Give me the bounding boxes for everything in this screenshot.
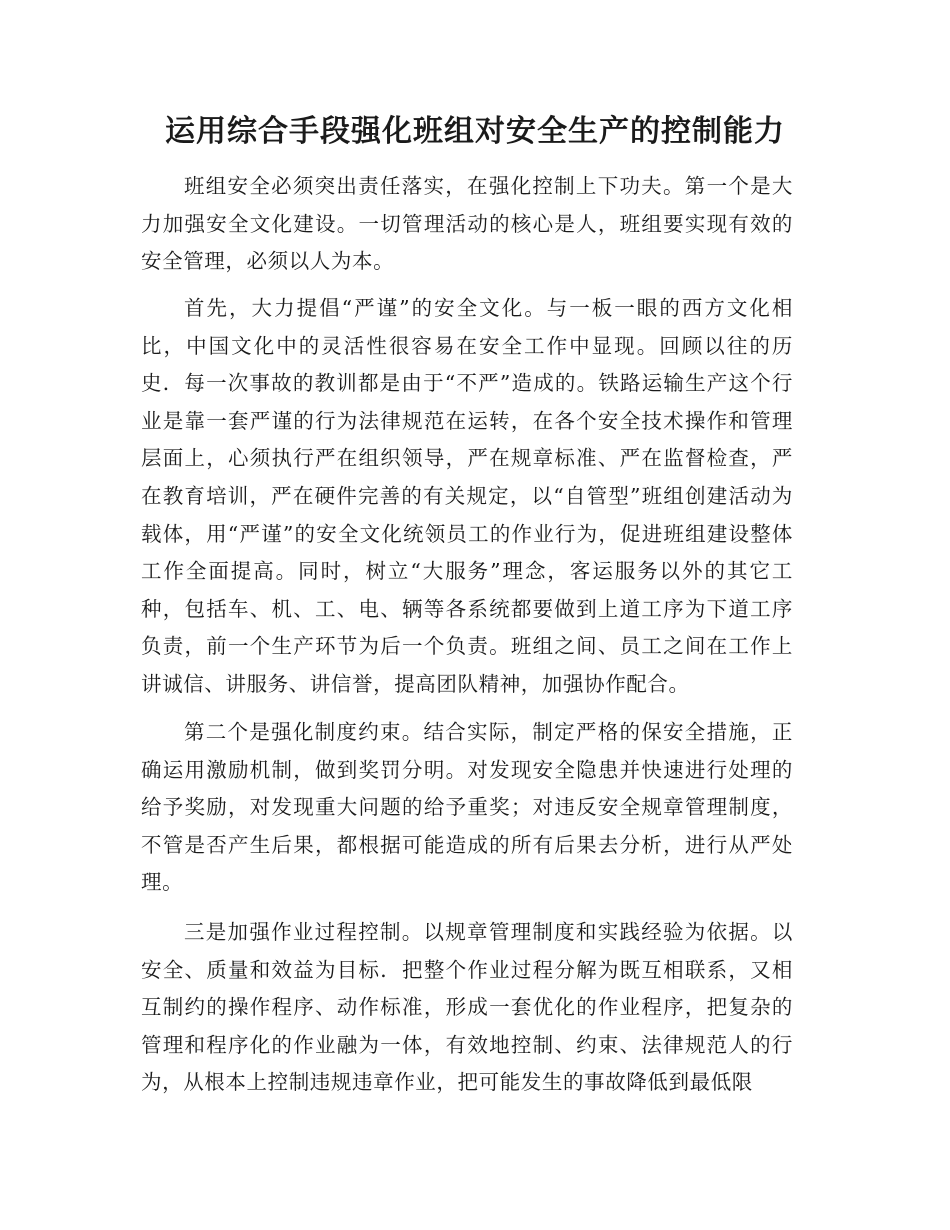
- paragraph-process-control: 三是加强作业过程控制。以规章管理制度和实践经验为依据。以安全、质量和效益为目标．把整个作业过程分解为既互相联系，又相互制约的操作程序、动作标准，形成一套优化的作业程序，把复杂的管理和程序化的作业融为一体，有效地控制、约束、法律规范人的行为，从根本上控制违规违章作业，把可能发生的事故降低到最低限: [141, 920, 793, 1095]
- paragraph-safety-culture: 首先，大力提倡“严谨”的安全文化。与一板一眼的西方文化相比，中国文化中的灵活性很容易在安全工作中显现。回顾以往的历史．每一次事故的教训都是由于“不严”造成的。铁路运输生产这个行业是靠一套严谨的行为法律规范在运转，在各个安全技术操作和管理层面上，心须执行严在组织领导，严在规章标准、严在监督检查，严在教育培训，严在硬件完善的有关规定，以“自管型”班组创建活动为载体，用“严谨”的安全文化统领员工的作业行为，促进班组建设整体工作全面提高。同时，树立“大服务”理念，客运服务以外的其它工种，包括车、机、工、电、辆等各系统都要做到上道工序为下道工序负责，前一个生产环节为后一个负责。班组之间、员工之间在工作上讲诚信、讲服务、讲信誉，提高团队精神，加强协作配合。: [141, 296, 793, 696]
- document-title: 运用综合手段强化班组对安全生产的控制能力: [165, 114, 785, 149]
- paragraph-intro: 班组安全必须突出责任落实，在强化控制上下功夫。第一个是大力加强安全文化建设。一切管理活动的核心是人，班组要实现有效的安全管理，必须以人为本。: [141, 174, 793, 274]
- paragraph-system-constraints: 第二个是强化制度约束。结合实际，制定严格的保安全措施，正确运用激励机制，做到奖罚分明。对发现安全隐患并快速进行处理的给予奖励，对发现重大问题的给予重奖；对违反安全规章管理制度，不管是否产生后果，都根据可能造成的所有后果去分析，进行从严处理。: [141, 720, 793, 895]
